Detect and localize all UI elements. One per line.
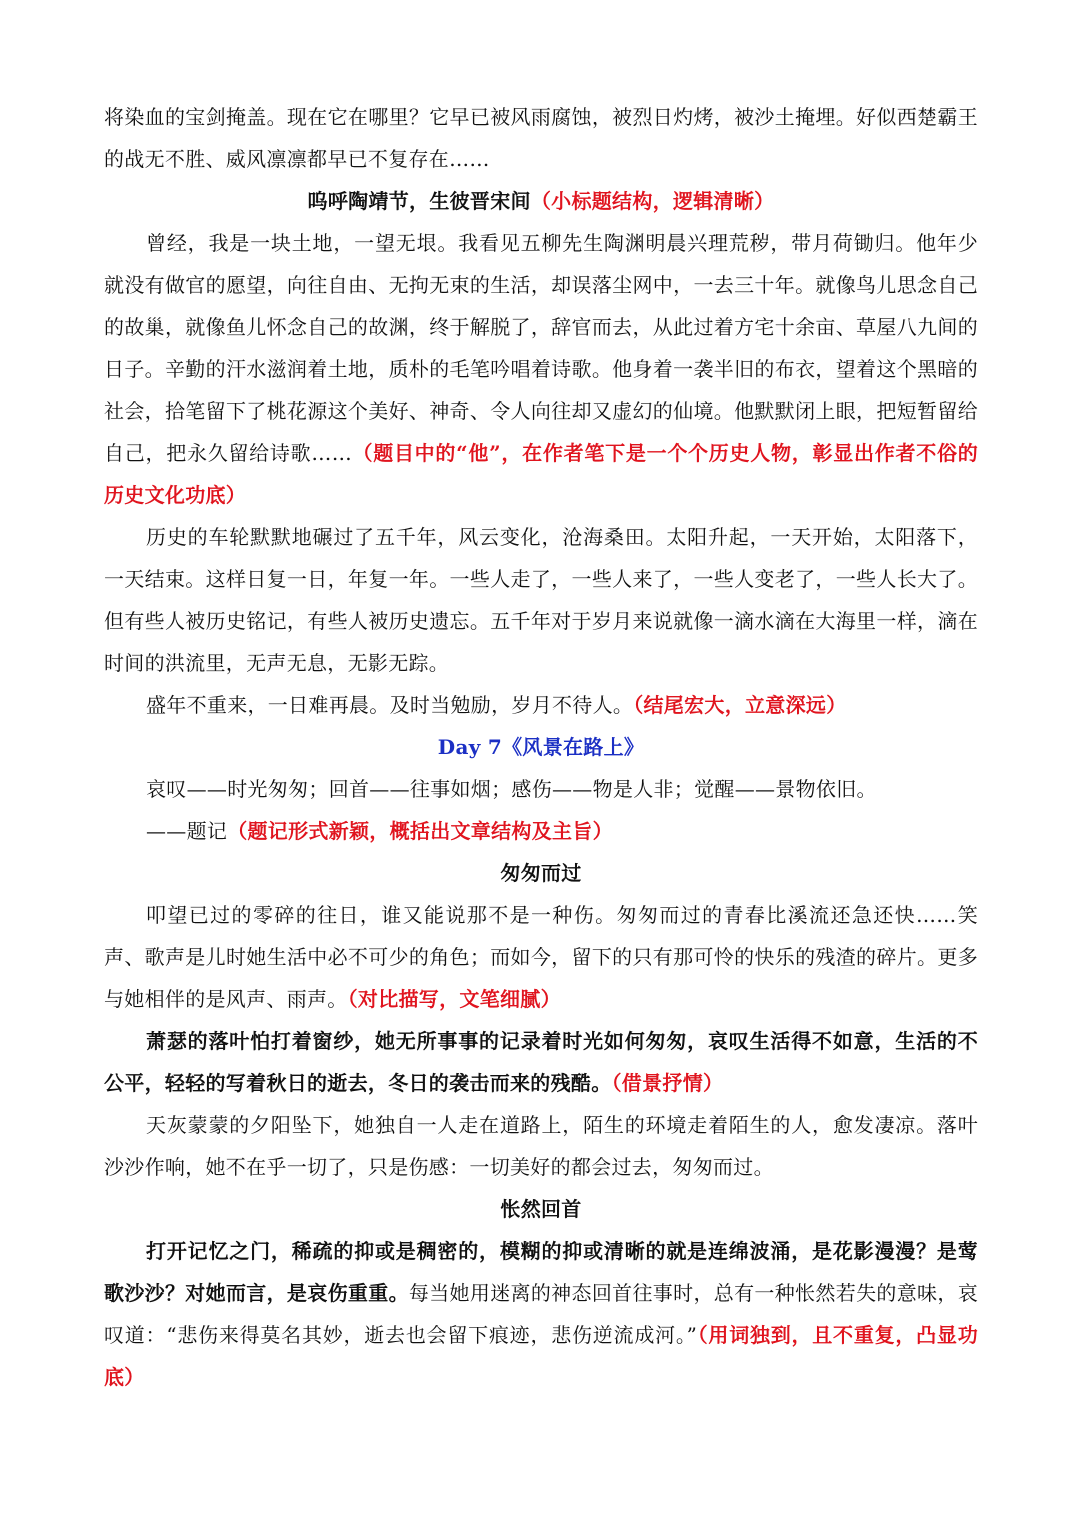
annotation: （题记形式新颖，概括出文章结构及主旨） (227, 819, 613, 843)
paragraph-falling-leaves: 萧瑟的落叶怕打着窗纱，她无所事事的记录着时光如何匆匆，哀叹生活得不如意，生活的不公平，轻轻的写着秋日的逝去，冬日的袭击而来的残酷。（借景抒情） (104, 1029, 978, 1095)
day-heading: Day 7《风景在路上》 (437, 735, 645, 759)
annotation: （借景抒情） (611, 1071, 724, 1095)
document-page (104, 96, 978, 1398)
annotation: （对比描写，文笔细腻） (347, 987, 561, 1011)
annotation: （题目中的“他”，在作者笔下是一个个历史人物，彰显出作者不俗的历史文化功底） (104, 441, 978, 507)
epigraph-attribution: ——题记（题记形式新颖，概括出文章结构及主旨） (146, 819, 613, 843)
paragraph-tao-yuanming: 曾经，我是一块土地，一望无垠。我看见五柳先生陶渊明晨兴理荒秽，带月荷锄归。他年少就没有做官的愿望，向往自由、无拘无束的生活，却误落尘网中，一去三十年。就像鸟儿思念自己的故巢，就像鱼儿怀念自己的故渊，终于解脱了，辞官而去，从此过着方宅十余亩、草屋八九间的日子。辛勤的汗水滋润着土地，质朴的毛笔吟唱着诗歌。他身着一袭半旧的布衣，望着这个黑暗的社会，拾笔留下了桃花源这个美好、神奇、令人向往却又虚幻的仙境。他默默闭上眼，把短暂留给自己，把永久留给诗歌……（题目中的“他”，在作者笔下是一个个历史人物，彰显出作者不俗的历史文化功底） (104, 231, 978, 507)
epigraph-text: 哀叹——时光匆匆；回首——往事如烟；感伤——物是人非；觉醒——景物依旧。 (146, 777, 877, 801)
subheading-tao-jingjie (104, 180, 978, 222)
annotation: （用词独到，且不重复，凸显功底） (104, 1323, 978, 1389)
annotation: （小标题结构，逻辑清晰） (530, 189, 775, 213)
subheading-looking-back: 怅然回首 (500, 1197, 582, 1221)
annotation: （结尾宏大，立意深远） (633, 693, 847, 717)
paragraph-memory-door: 打开记忆之门，稀疏的抑或是稠密的，模糊的抑或清晰的就是连绵波涌，是花影漫漫？是莺歌沙沙？对她而言，是哀伤重重。每当她用迷离的神态回首往事时，总有一种怅然若失的意味，哀叹道：“悲伤来得莫名其妙，逝去也会留下痕迹，悲伤逆流成河。”（用词独到，且不重复，凸显功底） (104, 1239, 978, 1389)
paragraph-continuation: 将染血的宝剑掩盖。现在它在哪里？它早已被风雨腐蚀，被烈日灼烤，被沙土掩埋。好似西楚霸王的战无不胜、威风凛凛都早已不复存在…… (104, 105, 978, 171)
paragraph-history-wheel: 历史的车轮默默地碾过了五千年，风云变化，沧海桑田。太阳升起，一天开始，太阳落下，一天结束。这样日复一日，年复一年。一些人走了，一些人来了，一些人变老了，一些人长大了。但有些人被历史铭记，有些人被历史遗忘。五千年对于岁月来说就像一滴水滴在大海里一样，滴在时间的洪流里，无声无息，无影无踪。 (104, 525, 978, 675)
paragraph-sunset: 天灰蒙蒙的夕阳坠下，她独自一人走在道路上，陌生的环境走着陌生的人，愈发凄凉。落叶沙沙作响，她不在乎一切了，只是伤感：一切美好的都会过去，匆匆而过。 (104, 1113, 978, 1179)
paragraph-ending-poem: 盛年不重来，一日难再晨。及时当勉励，岁月不待人。（结尾宏大，立意深远） (146, 693, 847, 717)
subheading-text: 呜呼陶靖节，生彼晋宋间 (307, 189, 531, 213)
paragraph-past-days: 叩望已过的零碎的往日，谁又能说那不是一种伤。匆匆而过的青春比溪流还急还快……笑声、歌声是儿时她生活中必不可少的角色；而如今，留下的只有那可怜的快乐的残渣的碎片。更多与她相伴的是风声、雨声。（对比描写，文笔细腻） (104, 903, 978, 1011)
subheading-conghong-erguo: 匆匆而过 (500, 861, 582, 885)
